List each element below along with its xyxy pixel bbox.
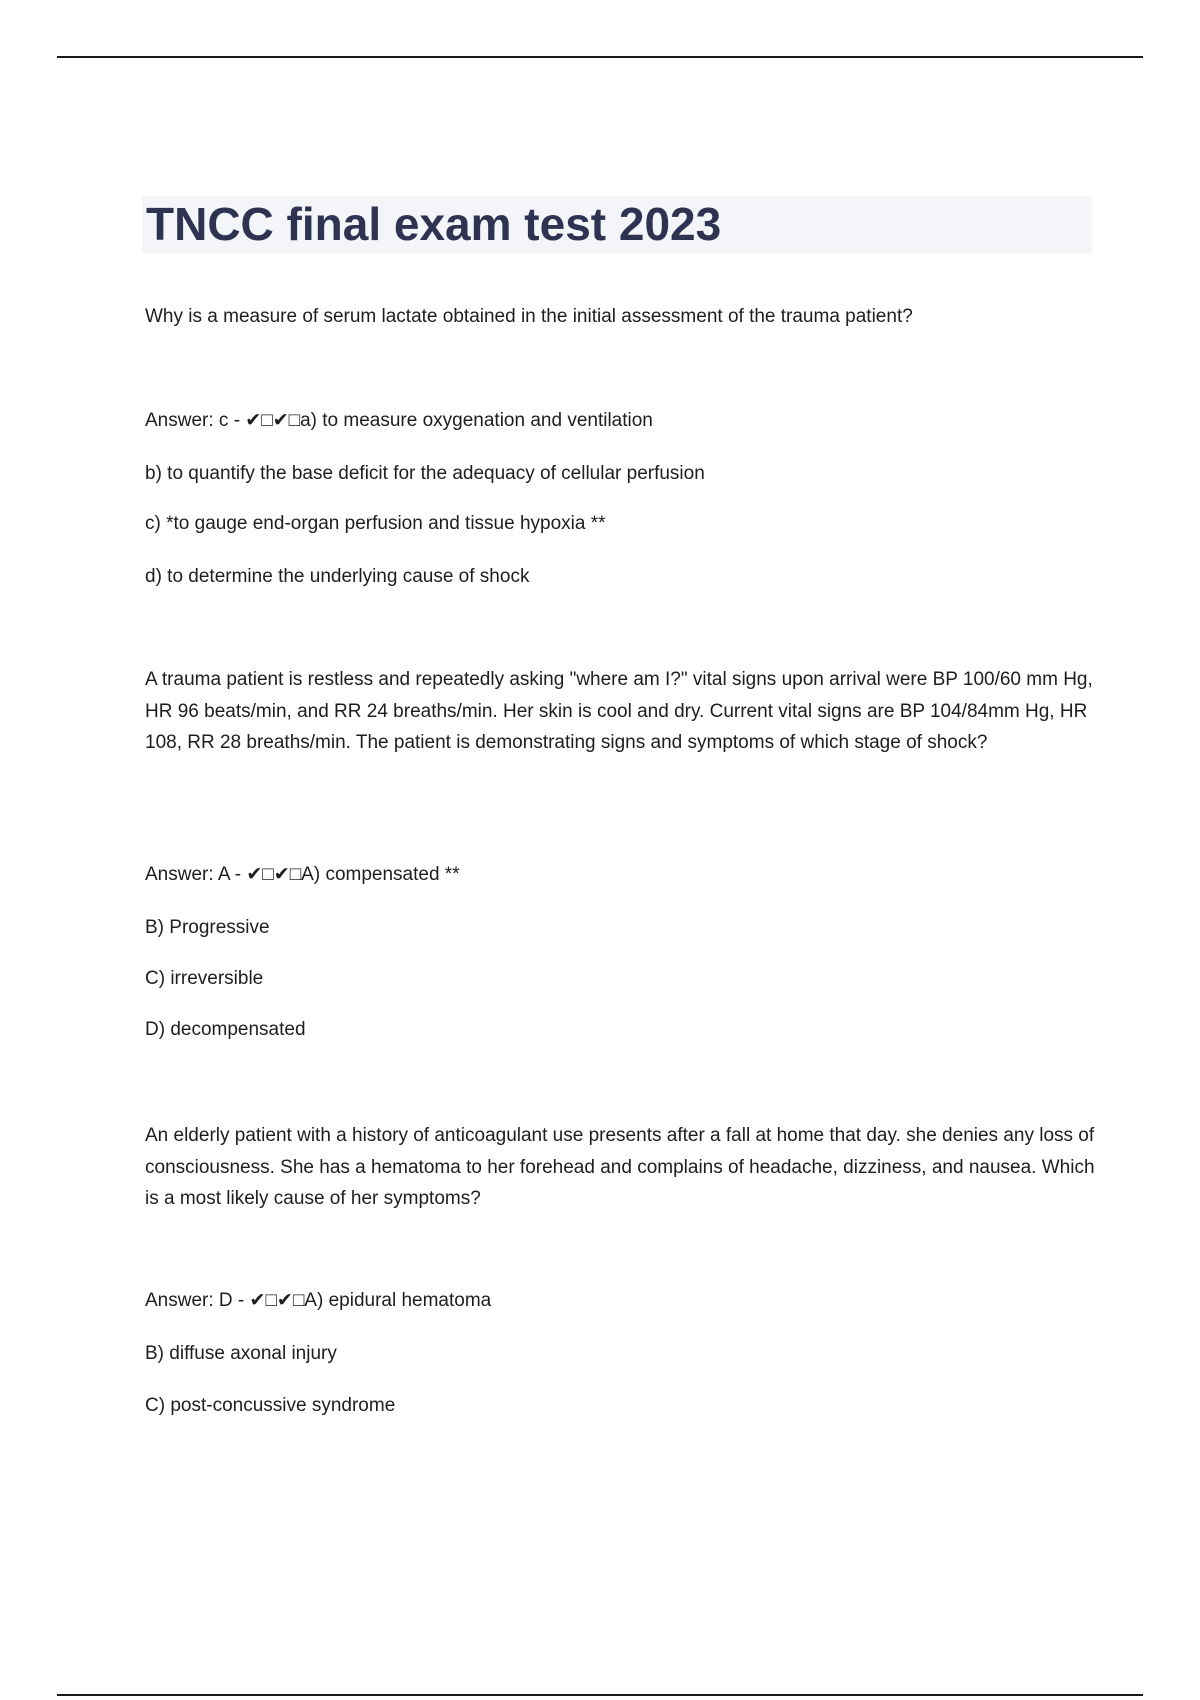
question-1-text: Why is a measure of serum lactate obtained in the initial assessment of the trauma patient? (145, 306, 913, 327)
document-title: TNCC final exam test 2023 (146, 198, 722, 250)
question-2-option-d: D) decompensated (145, 1019, 306, 1040)
question-1-answer: Answer: c - ✔□✔□a) to measure oxygenation and ventilation (145, 410, 653, 431)
question-3-answer: Answer: D - ✔□✔□A) epidural hematoma (145, 1290, 492, 1311)
question-2-answer: Answer: A - ✔□✔□A) compensated ** (145, 864, 460, 885)
question-2-option-b: B) Progressive (145, 917, 270, 938)
question-1-option-b: b) to quantify the base deficit for the adequacy of cellular perfusion (145, 463, 705, 484)
question-1-option-d: d) to determine the underlying cause of shock (145, 566, 530, 587)
top-divider (57, 56, 1143, 58)
question-3-option-c: C) post-concussive syndrome (145, 1395, 396, 1416)
question-1-option-c: c) *to gauge end-organ perfusion and tissue hypoxia ** (145, 513, 606, 534)
question-3-text: An elderly patient with a history of anticoagulant use presents after a fall at home that day. she denies any loss of consciousness. She has a hematoma to her forehead and complains of headache, dizziness, and nausea. Which is a most likely cause of her symptoms? (145, 1125, 1095, 1209)
question-3-option-b: B) diffuse axonal injury (145, 1343, 337, 1364)
bottom-divider (57, 1694, 1143, 1696)
question-2-option-c: C) irreversible (145, 968, 264, 989)
question-2-text: A trauma patient is restless and repeatedly asking "where am I?" vital signs upon arrival were BP 100/60 mm Hg, HR 96 beats/min, and RR 24 breaths/min. Her skin is cool and dry. Current vital signs are BP 104/84mm Hg, HR 108, RR 28 breaths/min. The patient is demonstrating signs and symptoms of which stage of shock? (145, 669, 1093, 753)
